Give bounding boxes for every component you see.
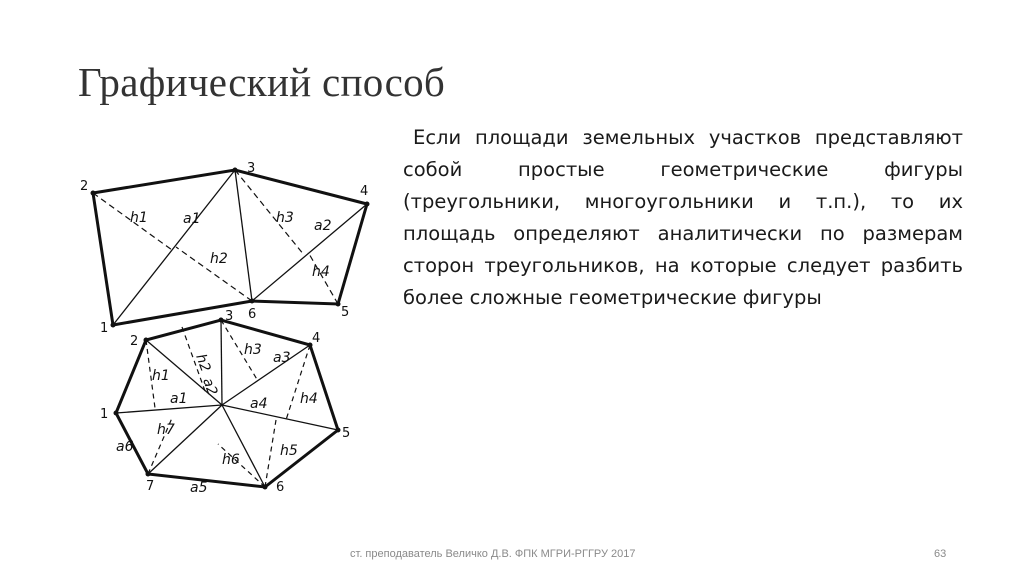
diagonal-3-6 — [235, 170, 252, 301]
bottom-vertex-2: 2 — [130, 334, 139, 349]
top-vertex-4: 4 — [360, 184, 369, 199]
bottom-label-h6: h6 — [222, 452, 240, 468]
top-vertex-3: 3 — [247, 161, 256, 176]
diagonal-a1 — [113, 170, 235, 325]
bottom-vertex-3: 3 — [225, 309, 234, 324]
bottom-label-h3: h3 — [244, 342, 262, 358]
bottom-label-h4: h4 — [300, 391, 318, 407]
top-vertex-5: 5 — [341, 305, 350, 320]
slide-title: Графический способ — [78, 59, 446, 105]
bottom-vertex-7: 7 — [146, 479, 155, 494]
bottom-label-h7: h7 — [157, 422, 175, 438]
bottom-label-h5: h5 — [280, 443, 298, 459]
bottom-vertex-6: 6 — [276, 480, 285, 495]
top-vertex-2: 2 — [80, 179, 89, 194]
top-polygon-outline — [93, 170, 367, 325]
diagonal-a2 — [252, 204, 367, 301]
bottom-label-a4: a4 — [250, 396, 268, 412]
top-label-h2: h2 — [210, 251, 228, 267]
top-label-h3: h3 — [276, 210, 294, 226]
bottom-label-a2: a2 — [199, 375, 221, 398]
bottom-label-a3: a3 — [273, 350, 291, 366]
top-vertex-6: 6 — [248, 307, 257, 322]
top-label-a1: a1 — [183, 211, 201, 227]
top-label-h1: h1 — [130, 210, 148, 226]
body-text: Если площади земельных участков представляют собой простые геометрические фигуры (треугольники, многоугольники и т.п.), то их площадь определяют аналитически по размерам сторон треугольников, на которые следует разбить более сложные геометрические фигуры — [403, 126, 963, 309]
bottom-label-h2: h2 — [192, 351, 214, 375]
bottom-vertex-4: 4 — [312, 331, 321, 346]
top-polygon-figure — [93, 170, 367, 325]
bottom-label-a6: a6 — [116, 439, 134, 455]
top-vertex-1: 1 — [100, 321, 109, 336]
bottom-label-h1: h1 — [152, 368, 170, 384]
top-label-h4: h4 — [312, 264, 330, 280]
page-number: 63 — [934, 548, 947, 560]
bottom-vertex-5: 5 — [342, 426, 351, 441]
top-label-a2: a2 — [314, 218, 332, 234]
bottom-label-a1: a1 — [170, 391, 188, 407]
bottom-vertex-1: 1 — [100, 407, 109, 422]
bottom-label-a5: a5 — [190, 480, 208, 496]
footer-author: ст. преподаватель Величко Д.В. ФПК МГРИ-РГГРУ 2017 — [350, 548, 636, 560]
geometry-diagram — [60, 150, 380, 500]
